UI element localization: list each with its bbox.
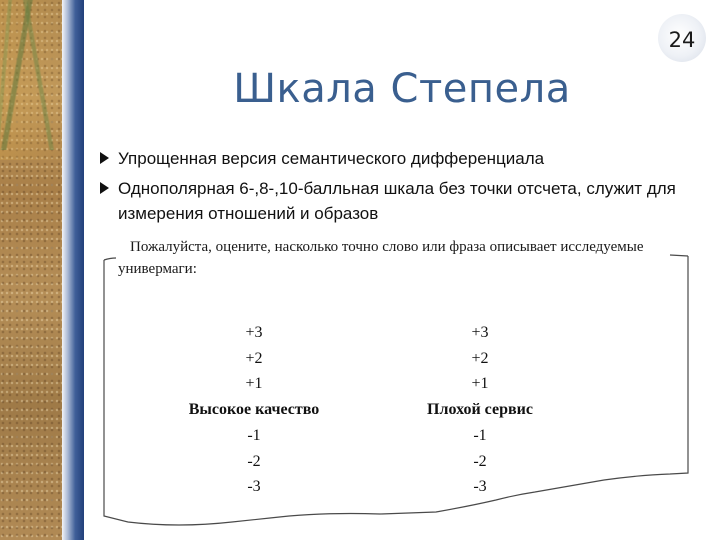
stapel-scale-left: [169, 320, 339, 500]
stapel-scale-right: [395, 320, 565, 500]
scale-value: +1: [471, 375, 489, 393]
scale-value: +2: [471, 349, 489, 367]
scale-value: -3: [247, 478, 261, 496]
example-prompt: Пожалуйста, оцените, насколько точно слово или фраза описывает исследуемые универмаги:: [118, 239, 644, 277]
scale-value: -1: [473, 426, 487, 444]
scale-value: -1: [247, 426, 261, 444]
scale-label: Плохой сервис: [427, 401, 533, 419]
bullet-text: Упрощенная версия семантического дифференциала: [118, 149, 545, 168]
page-number: 24: [668, 28, 696, 52]
scale-value: +3: [471, 324, 489, 341]
slide-title: Шкала Степела: [233, 66, 571, 112]
scale-value: -3: [473, 478, 487, 496]
scale-value: -2: [247, 452, 261, 470]
scale-value: -2: [473, 452, 487, 470]
scale-value: +2: [245, 349, 263, 367]
scale-value: +1: [245, 375, 263, 393]
scale-label: Высокое качество: [188, 401, 320, 419]
bullet-text: Однополярная 6-,8-,10-балльная шкала без точки отсчета, служит для измерения отношений и образов: [118, 179, 676, 223]
scale-value: +3: [245, 324, 263, 341]
